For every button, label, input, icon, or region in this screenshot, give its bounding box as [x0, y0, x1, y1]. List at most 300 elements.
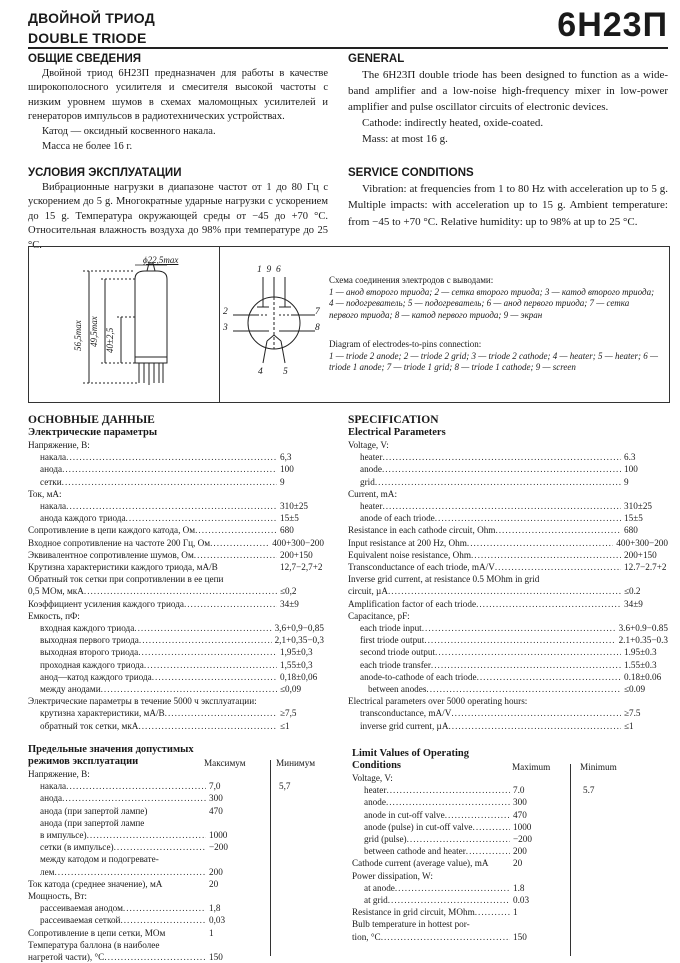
- spec-row-label: between anodes: [368, 684, 427, 695]
- spec-row-value: 1.95±0.3: [624, 647, 657, 658]
- limit-row: [352, 894, 672, 906]
- spec-row-value: 310±25: [280, 501, 309, 512]
- spec-row-label: Коэффициент усиления каждого триода: [28, 598, 184, 609]
- limit-row-max: 150: [209, 952, 223, 963]
- spec-row-value: 1,55±0,3: [280, 659, 313, 670]
- leader-dots: [87, 829, 206, 841]
- spec-row-label: между анодами: [40, 684, 101, 695]
- leader-dots: [381, 931, 510, 943]
- spec-row: [28, 720, 324, 732]
- spec-en-rows: [348, 439, 668, 732]
- spec-row: [28, 622, 324, 634]
- limit-row-min: 5.7: [583, 785, 595, 796]
- leader-dots: [101, 683, 277, 695]
- leader-dots: [138, 646, 277, 658]
- spec-row: [348, 707, 668, 719]
- spec-row-label: Крутизна характеристики каждого триода, мА/В: [28, 562, 218, 573]
- limit-row: [28, 890, 328, 902]
- spec-row: [28, 634, 324, 646]
- spec-row: [28, 610, 324, 622]
- spec-row-label: Эквивалентное сопротивление шумов, Ом: [28, 549, 194, 560]
- leader-dots: [139, 634, 272, 646]
- pin-8-label: 8: [315, 323, 320, 333]
- spec-ru-heading: ОСНОВНЫЕ ДАННЫЕ: [28, 414, 155, 426]
- leader-dots: [134, 622, 271, 634]
- spec-row-value: 400+300−200: [272, 537, 324, 548]
- spec-row-value: 1,95±0,3: [280, 647, 313, 658]
- spec-row: [348, 439, 668, 451]
- spec-row: [28, 549, 324, 561]
- leader-dots: [126, 512, 277, 524]
- limit-row: [28, 914, 328, 926]
- limit-row-max: 1,8: [209, 903, 221, 914]
- spec-row: [28, 500, 324, 512]
- limit-row: [28, 951, 328, 963]
- spec-row-value: 9: [280, 476, 285, 487]
- pin-3-label: 3: [223, 323, 228, 333]
- spec-row-value: 6,3: [280, 452, 292, 463]
- spec-row-label: inverse grid current, µA: [360, 720, 449, 731]
- leader-dots: [495, 524, 621, 536]
- leader-dots: [386, 796, 510, 808]
- limits-ru-divider: [270, 760, 271, 956]
- limit-row-max: 20: [209, 878, 219, 889]
- spec-row-value: 34±9: [280, 598, 299, 609]
- spec-row: [28, 537, 324, 549]
- limits-en-col-min: Minimum: [580, 762, 617, 772]
- spec-row-label: first triode output: [360, 635, 425, 646]
- limit-row: [28, 902, 328, 914]
- spec-row-label: выходная первого триода: [40, 635, 139, 646]
- limit-row-max: 0.03: [513, 895, 530, 906]
- spec-ru-section: [28, 414, 324, 732]
- limit-row: [352, 833, 672, 845]
- limit-row-max: 300: [513, 797, 527, 808]
- diagram-divider: [219, 247, 220, 402]
- leader-dots: [475, 906, 510, 918]
- spec-row: [348, 598, 668, 610]
- spec-row-value: 200+150: [624, 549, 657, 560]
- spec-en-subheading: Electrical Parameters: [348, 427, 446, 438]
- limit-row: [28, 792, 328, 804]
- spec-row-value: 2.1+0.35−0.3: [618, 635, 668, 646]
- limit-row-label: анода (при запертой лампе): [40, 805, 148, 816]
- limit-row: [28, 780, 328, 792]
- caption-en-title: Diagram of electrodes-to-pins connection:: [329, 339, 482, 349]
- caption-ru-body: 1 — анод второго триода; 2 — сетка второго триода; 3 — катод второго триода; 4 — подогреватель; 5 — подогреватель; 6 — анод первого триода; 7 — сетка первого триода; 8 — катод первого триода; 9 — экран: [329, 286, 655, 320]
- limit-row-min: 5,7: [279, 781, 291, 792]
- title-en: DOUBLE TRIODE: [28, 30, 147, 46]
- limits-ru-col-max: Максимум: [204, 758, 246, 768]
- leader-dots: [431, 659, 621, 671]
- leader-dots: [195, 524, 277, 536]
- limit-row: [352, 882, 672, 894]
- limits-en-col-max: Maximum: [512, 762, 551, 772]
- limit-row: [28, 817, 328, 829]
- limits-en-section: [352, 748, 672, 943]
- spec-row-label: circuit, µA: [348, 586, 388, 597]
- leader-dots: [448, 720, 621, 732]
- spec-row: [28, 488, 324, 500]
- spec-row-label: Capacitance, pF:: [348, 610, 410, 621]
- pin-connection-diagram: [229, 273, 319, 373]
- limit-row-label: anode (pulse) in cut-off valve: [364, 821, 473, 832]
- leader-dots: [476, 598, 621, 610]
- limit-row-max: 20: [513, 858, 523, 869]
- spec-row: [28, 707, 324, 719]
- spec-row-value: ≤0,2: [280, 586, 297, 597]
- spec-row-label: Емкость, пФ:: [28, 610, 80, 621]
- limits-ru-heading: Предельные значения допустимых режимов эксплуатации: [28, 744, 194, 767]
- leader-dots: [104, 951, 206, 963]
- spec-row-label: Электрические параметры в течение 5000 ч эксплуатации:: [28, 696, 257, 707]
- limits-en-divider: [570, 764, 571, 956]
- spec-row-label: Resistance in each cathode circuit, Ohm: [348, 525, 496, 536]
- leader-dots: [451, 707, 621, 719]
- spec-row-value: ≤1: [280, 720, 290, 731]
- spec-row: [348, 537, 668, 549]
- spec-ru-rows: [28, 439, 324, 732]
- general-ru-heading: ОБЩИЕ СВЕДЕНИЯ: [28, 53, 142, 65]
- general-en-heading: GENERAL: [348, 53, 405, 65]
- spec-row-label: anode-to-cathode of each triode: [360, 671, 477, 682]
- spec-row: [28, 476, 324, 488]
- leader-dots: [184, 598, 277, 610]
- limit-row: [352, 857, 672, 869]
- limit-row-max: 0,03: [209, 915, 226, 926]
- limits-en-rows: [352, 772, 672, 943]
- limit-row-max: 1: [209, 927, 214, 938]
- pin-5-label: 5: [283, 367, 288, 377]
- leader-dots: [473, 821, 510, 833]
- leader-dots: [66, 451, 277, 463]
- limit-row-label: накала: [40, 781, 67, 792]
- leader-dots: [382, 451, 621, 463]
- limit-row-label: Сопротивление в цепи сетки, МОм: [28, 927, 166, 938]
- limit-row: [28, 841, 328, 853]
- spec-row: [348, 524, 668, 536]
- general-ru-text: Двойной триод 6Н23П предназначен для работы в качестве широкополосного усилителя и смесителя высокой частоты с низким уровнем шумов в схемах маломощных усилителей и генераторов импульсов в радиотехнических устройствах.: [28, 67, 328, 123]
- limit-row: [352, 809, 672, 821]
- spec-row: [348, 671, 668, 683]
- spec-row-value: ≤0.2: [624, 586, 641, 597]
- spec-row-label: each triode input: [360, 623, 422, 634]
- spec-row: [348, 451, 668, 463]
- spec-row-label: крутизна характеристики, мА/В: [40, 708, 165, 719]
- spec-row-value: 310±25: [624, 501, 653, 512]
- diagram-box: [28, 246, 670, 403]
- spec-row-label: Current, mA:: [348, 488, 397, 499]
- spec-row: [28, 524, 324, 536]
- limit-row: [28, 768, 328, 780]
- spec-en-heading: SPECIFICATION: [348, 414, 439, 426]
- spec-row: [28, 598, 324, 610]
- spec-row-label: Transconductance of each triode, mA/V: [348, 562, 495, 573]
- spec-row-label: накала: [40, 452, 67, 463]
- limit-row: [352, 845, 672, 857]
- limit-row: [352, 906, 672, 918]
- leader-dots: [467, 537, 613, 549]
- leader-dots: [435, 646, 621, 658]
- limit-row: [28, 939, 328, 951]
- spec-row-label: heater: [360, 501, 383, 512]
- spec-row-value: 680: [280, 525, 294, 536]
- spec-row: [28, 573, 324, 585]
- leader-dots: [407, 833, 510, 845]
- spec-row-value: 15±5: [280, 513, 299, 524]
- spec-row: [348, 573, 668, 585]
- spec-row: [348, 610, 668, 622]
- spec-row: [348, 549, 668, 561]
- spec-row-value: 100: [624, 464, 638, 475]
- limit-row-max: 470: [209, 805, 223, 816]
- leader-dots: [477, 671, 621, 683]
- limit-row: [352, 784, 672, 796]
- leader-dots: [471, 549, 621, 561]
- limit-row: [28, 878, 328, 890]
- spec-row-label: 0,5 МОм, мкА: [28, 586, 84, 597]
- limit-row-label: Мощность, Вт:: [28, 891, 87, 902]
- leader-dots: [62, 476, 277, 488]
- limit-row-label: heater: [364, 785, 387, 796]
- leader-dots: [426, 683, 621, 695]
- leader-dots: [424, 634, 615, 646]
- leader-dots: [422, 622, 616, 634]
- limit-row: [352, 931, 672, 943]
- limit-row-max: 1: [513, 907, 518, 918]
- spec-row: [348, 695, 668, 707]
- spec-row-value: 400+300−200: [616, 537, 668, 548]
- limit-row-label: сетки (в импульсе): [40, 842, 114, 853]
- spec-row-label: Amplification factor of each triode: [348, 598, 477, 609]
- spec-row-value: 3.6+0.9−0.85: [618, 623, 668, 634]
- spec-row: [348, 634, 668, 646]
- spec-row-label: Обратный ток сетки при сопротивлении в ее цепи: [28, 574, 224, 585]
- spec-row-value: 6.3: [624, 452, 636, 463]
- spec-row-label: Сопротивление в цепи каждого катода, Ом: [28, 525, 196, 536]
- dim-h3-label: 40±2,5: [105, 327, 115, 353]
- leader-dots: [54, 866, 206, 878]
- leader-dots: [194, 549, 277, 561]
- spec-row: [28, 646, 324, 658]
- limit-row-label: Bulb temperature in hottest por-: [352, 919, 470, 930]
- leader-dots: [210, 537, 269, 549]
- limit-row: [28, 853, 328, 865]
- spec-row-value: 2,1+0,35−0,3: [274, 635, 324, 646]
- spec-row-label: Voltage, V:: [348, 440, 389, 450]
- limit-row-label: Cathode current (average value), mA: [352, 858, 489, 869]
- spec-row-value: 34±9: [624, 598, 643, 609]
- spec-row-label: each triode transfer: [360, 659, 431, 670]
- spec-row-value: 12.7−2.7+2: [624, 562, 667, 573]
- leader-dots: [66, 780, 206, 792]
- leader-dots: [152, 671, 277, 683]
- limits-en-heading: Limit Values of Operating Conditions: [352, 748, 469, 771]
- caption-ru-title: Схема соединения электродов с выводами:: [329, 275, 494, 285]
- spec-row-value: ≤0,09: [280, 684, 302, 695]
- spec-row-label: anode: [360, 464, 382, 475]
- limits-ru-rows: [28, 768, 328, 963]
- spec-row: [348, 683, 668, 695]
- spec-row-value: 0,18±0,06: [280, 671, 318, 682]
- spec-row-value: 680: [624, 525, 638, 536]
- spec-row-label: проходная каждого триода: [40, 659, 144, 670]
- service-ru-section: [28, 166, 328, 254]
- leader-dots: [382, 500, 621, 512]
- leader-dots: [382, 463, 621, 475]
- limit-row: [28, 805, 328, 817]
- limit-row-label: рассеиваемая сеткой: [40, 915, 121, 926]
- leader-dots: [123, 902, 206, 914]
- limit-row-label: Resistance in grid circuit, MOhm: [352, 907, 475, 918]
- limit-row: [352, 796, 672, 808]
- leader-dots: [388, 585, 621, 597]
- general-ru-mass: Масса не более 16 г.: [42, 140, 133, 152]
- limit-row-label: анода (при запертой лампе: [40, 817, 145, 828]
- dim-diameter-label: ϕ22,5max: [143, 255, 179, 265]
- spec-row-value: 200+150: [280, 549, 313, 560]
- spec-row: [28, 659, 324, 671]
- limit-row: [352, 870, 672, 882]
- spec-row-label: anode of each triode: [360, 513, 435, 524]
- leader-dots: [388, 894, 510, 906]
- spec-row: [28, 512, 324, 524]
- spec-row: [348, 463, 668, 475]
- limit-row: [28, 866, 328, 878]
- limit-row-label: лем: [40, 866, 55, 877]
- spec-row-value: ≥7.5: [624, 708, 641, 719]
- header-rule: [28, 47, 668, 49]
- spec-row-label: анода каждого триода: [40, 513, 126, 524]
- leader-dots: [395, 882, 510, 894]
- general-en-cathode: Cathode: indirectly heated, oxide-coated.: [362, 116, 544, 129]
- spec-row-label: анода: [40, 464, 63, 475]
- model-number: 6Н23П: [557, 6, 668, 44]
- spec-row-label: Inverse grid current, at resistance 0.5 MOhm in grid: [348, 574, 540, 585]
- limit-row-max: 1.8: [513, 882, 525, 893]
- limit-row: [352, 772, 672, 784]
- service-en-heading: SERVICE CONDITIONS: [348, 167, 474, 179]
- spec-row-value: ≥7,5: [280, 708, 297, 719]
- spec-row-label: анод—катод каждого триода: [40, 671, 152, 682]
- spec-row-label: сетки: [40, 476, 62, 487]
- general-ru-section: [28, 52, 328, 154]
- limit-row-label: Ток катода (среднее значение), мА: [28, 878, 163, 889]
- spec-row-label: grid: [360, 476, 375, 487]
- spec-row: [348, 500, 668, 512]
- leader-dots: [62, 463, 277, 475]
- limit-row-label: between cathode and heater: [364, 846, 466, 857]
- leader-dots: [138, 720, 277, 732]
- spec-row-label: Equivalent noise resistance, Ohm: [348, 549, 471, 560]
- limit-row-label: рассеиваемая анодом: [40, 903, 123, 914]
- spec-row-label: накала: [40, 501, 67, 512]
- leader-dots: [66, 500, 277, 512]
- spec-row: [28, 683, 324, 695]
- spec-row: [348, 622, 668, 634]
- limit-row-label: at grid: [364, 895, 388, 906]
- spec-row-label: Electrical parameters over 5000 operating hours:: [348, 696, 528, 707]
- limit-row-max: 150: [513, 931, 527, 942]
- leader-dots: [466, 845, 510, 857]
- limit-row-label: anode in cut-off valve: [364, 809, 445, 820]
- spec-row-value: 1.55±0.3: [624, 659, 657, 670]
- spec-row-value: ≤0.09: [624, 684, 646, 695]
- pin-4-label: 4: [258, 367, 263, 377]
- general-ru-cathode: Катод — оксидный косвенного накала.: [42, 125, 216, 137]
- leader-dots: [120, 914, 206, 926]
- leader-dots: [165, 707, 277, 719]
- pin-7-label: 7: [315, 307, 320, 317]
- limit-row-label: at anode: [364, 882, 395, 893]
- general-en-text: The 6Н23П double triode has been designed to function as a wide-band amplifier and a low-noise high-frequency mixer in low-power amplifier and pulse oscillator circuits of electronic devices.: [348, 68, 668, 113]
- pin-2-label: 2: [223, 307, 228, 317]
- spec-row: [28, 561, 324, 573]
- spec-row: [348, 646, 668, 658]
- spec-row-value: 15±5: [624, 513, 643, 524]
- spec-row: [28, 439, 324, 451]
- spec-row-value: 0.18±0.06: [624, 671, 662, 682]
- caption-en: [329, 339, 659, 374]
- spec-row-label: Напряжение, В:: [28, 440, 90, 450]
- spec-row: [348, 659, 668, 671]
- limit-row: [28, 927, 328, 939]
- spec-row: [348, 585, 668, 597]
- limit-row-max: 1000: [513, 821, 532, 832]
- spec-ru-subheading: Электрические параметры: [28, 427, 158, 438]
- leader-dots: [445, 809, 510, 821]
- pins-top-label: 1 9 6: [257, 265, 281, 275]
- spec-row-label: heater: [360, 452, 383, 463]
- service-ru-heading: УСЛОВИЯ ЭКСПЛУАТАЦИИ: [28, 167, 182, 179]
- limit-row-label: Voltage, V:: [352, 773, 393, 783]
- limit-row: [352, 918, 672, 930]
- spec-row: [28, 671, 324, 683]
- caption-ru: [329, 275, 659, 321]
- dim-h1-label: 56,5max: [73, 320, 83, 351]
- spec-row-label: Входное сопротивление на частоте 200 Гц, Ом: [28, 537, 211, 548]
- spec-row-value: 3,6+0,9−0,85: [274, 623, 324, 634]
- limit-row-max: 1000: [209, 830, 228, 841]
- spec-row: [28, 463, 324, 475]
- service-en-text: Vibration: at frequencies from 1 to 80 Hz with acceleration up to 5 g. Multiple impacts: with acceleration up to 15 g. Ambient temperature: from −45 to +70 °C. Relative humidity: up to 98% at up to 25 °C.: [348, 182, 668, 228]
- spec-row-value: 9: [624, 476, 629, 487]
- limit-row-max: 200: [209, 866, 223, 877]
- spec-row-label: transconductance, mA/V: [360, 708, 452, 719]
- limit-row-label: Температура баллона (в наиболее: [28, 939, 160, 950]
- caption-en-body: 1 — triode 2 anode; 2 — triode 2 grid; 3 — triode 2 cathode; 4 — heater; 5 — heater; 6 — triode 1 anode; 7 — triode 1 grid; 8 — triode 1 cathode; 9 — screen: [329, 350, 658, 372]
- spec-row-label: выходная второго триода: [40, 647, 139, 658]
- limits-ru-col-min: Минимум: [276, 758, 316, 768]
- limit-row-max: −200: [209, 842, 228, 853]
- title-ru: ДВОЙНОЙ ТРИОД: [28, 10, 155, 26]
- limit-row-label: в импульсе): [40, 830, 87, 841]
- spec-row: [348, 512, 668, 524]
- limit-row-label: анода: [40, 793, 63, 804]
- spec-row-label: Input resistance at 200 Hz, Ohm: [348, 537, 467, 548]
- leader-dots: [386, 784, 510, 796]
- limit-row-max: 7,0: [209, 781, 221, 792]
- leader-dots: [114, 841, 206, 853]
- service-ru-text: Вибрационные нагрузки в диапазоне частот от 1 до 80 Гц с ускорением до 5 g. Многократные ударные нагрузки с ускорением до 15 g. Температура окружающей среды от −45 до +70 °С. Относительная влажность воздуха до 98% при температуре до 25 °С.: [28, 181, 328, 251]
- leader-dots: [62, 792, 206, 804]
- spec-en-section: [348, 414, 668, 732]
- limit-row-label: tion, °C: [352, 931, 381, 942]
- limit-row-label: anode: [364, 797, 386, 808]
- limit-row-max: 470: [513, 809, 527, 820]
- spec-row: [28, 585, 324, 597]
- general-en-mass: Mass: at most 16 g.: [362, 132, 448, 145]
